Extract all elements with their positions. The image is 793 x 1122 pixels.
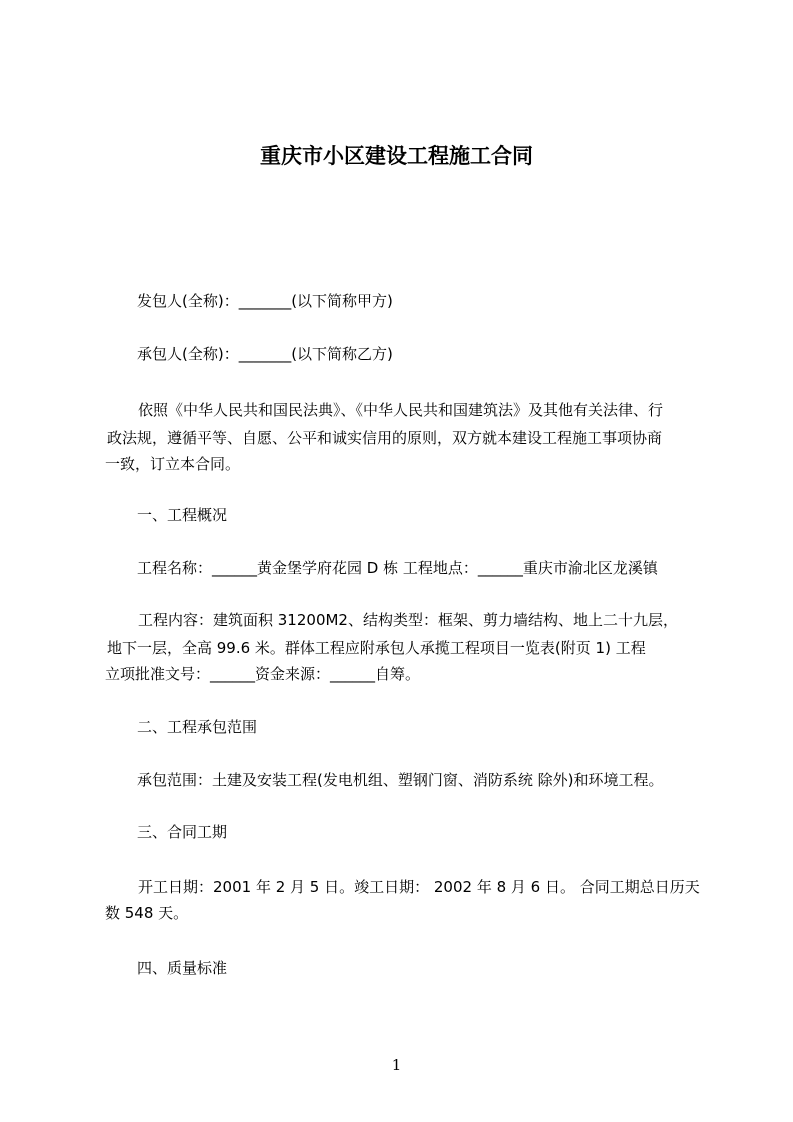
preamble-line-1: 依照《中华人民共和国民法典》、《中华人民共和国建筑法》及其他有关法律、行 bbox=[138, 401, 664, 419]
preamble-line-2: 政法规，遵循平等、自愿、公平和诚实信用的原则，双方就本建设工程施工事项协商 bbox=[107, 429, 663, 447]
preamble-line-3: 一致，订立本合同。 bbox=[105, 455, 241, 473]
contractor-line: 承包人(全称)：_______(以下简称乙方) bbox=[137, 345, 393, 363]
employer-line: 发包人(全称)：_______(以下简称甲方) bbox=[137, 292, 393, 310]
section-heading-2: 二、工程承包范围 bbox=[137, 718, 258, 736]
project-name-line: 工程名称：______黄金堡学府花园 D 栋 工程地点：______重庆市渝北区龙溪镇 bbox=[137, 559, 658, 577]
project-content-line-1: 工程内容：建筑面积 31200M2、结构类型：框架、剪力墙结构、地上二十九层， bbox=[138, 611, 678, 629]
document-title: 重庆市小区建设工程施工合同 bbox=[260, 144, 533, 168]
section-heading-4: 四、质量标准 bbox=[137, 959, 228, 977]
scope-line: 承包范围：土建及安装工程(发电机组、塑钢门窗、消防系统 除外)和环境工程。 bbox=[137, 771, 664, 789]
page-number: 1 bbox=[391, 1056, 402, 1074]
project-content-line-2: 地下一层，全高 99.6 米。群体工程应附承包人承揽工程项目一览表(附页 1) 工程 bbox=[107, 639, 646, 657]
schedule-line-1: 开工日期：2001 年 2 月 5 日。竣工日期： 2002 年 8 月 6 日。 合同工期总日历天 bbox=[138, 878, 700, 896]
section-heading-1: 一、工程概况 bbox=[137, 506, 228, 524]
project-content-line-3: 立项批准文号：______资金来源：______自筹。 bbox=[105, 665, 421, 683]
section-heading-3: 三、合同工期 bbox=[137, 823, 228, 841]
schedule-line-2: 数 548 天。 bbox=[105, 904, 189, 922]
